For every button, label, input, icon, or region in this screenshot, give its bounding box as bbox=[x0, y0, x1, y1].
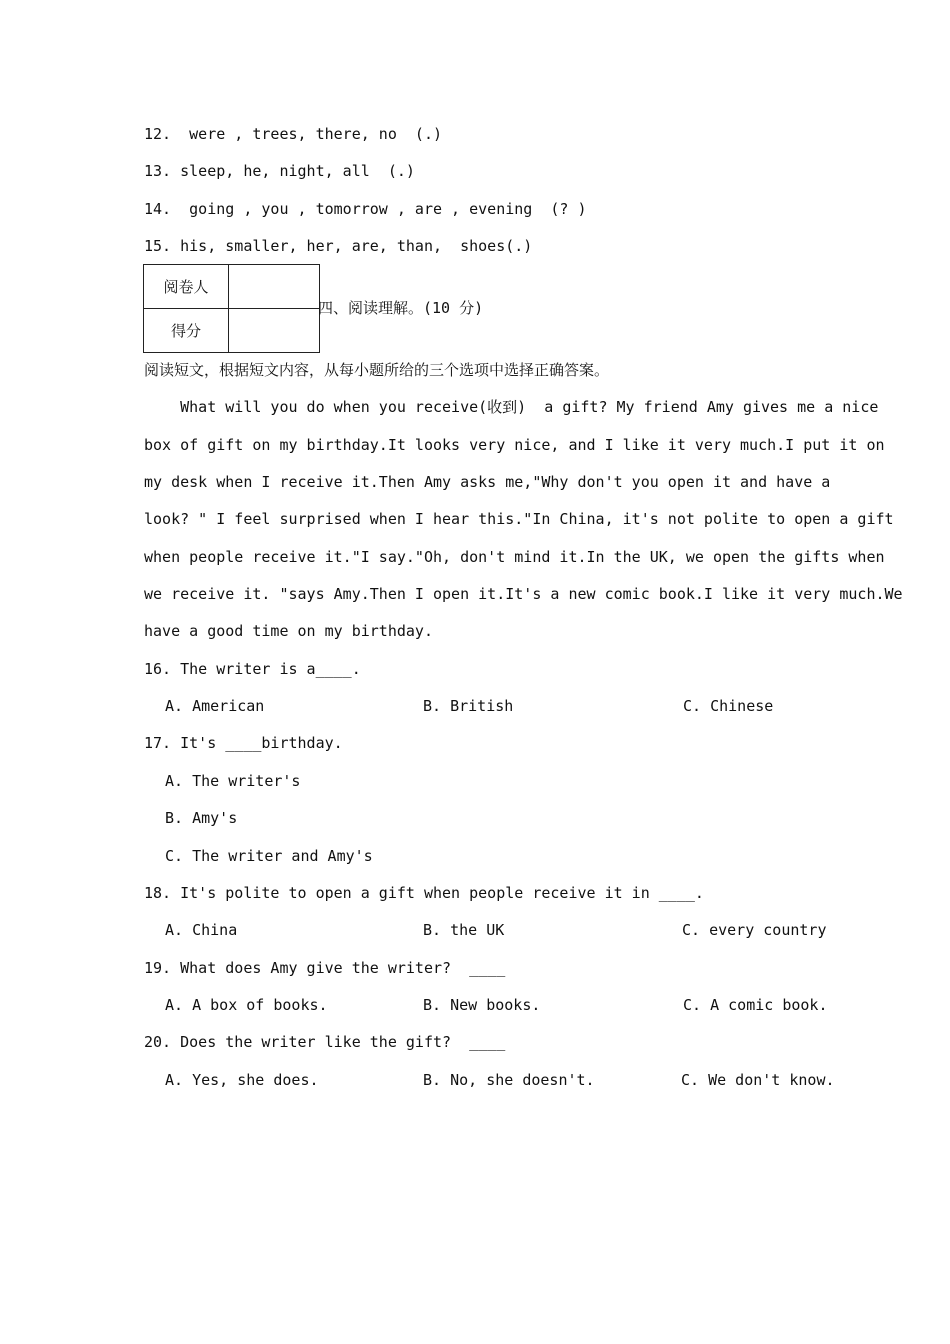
reviewer-label: 阅卷人 bbox=[144, 265, 229, 309]
question-17-option-c: C. The writer and Amy's bbox=[165, 847, 373, 865]
question-20-option-c: C. We don't know. bbox=[681, 1071, 835, 1089]
question-17-stem: 17. It's ____birthday. bbox=[144, 734, 343, 752]
question-19-option-b: B. New books. bbox=[423, 996, 541, 1014]
question-number: 15. bbox=[144, 237, 172, 255]
question-20-option-b: B. No, she doesn't. bbox=[423, 1071, 595, 1089]
question-number: 13. bbox=[144, 162, 172, 180]
question-words: sleep, he, night, all (.) bbox=[180, 162, 415, 180]
question-20-stem: 20. Does the writer like the gift? ____ bbox=[144, 1033, 506, 1051]
question-16-option-c: C. Chinese bbox=[683, 697, 774, 715]
question-19-option-a: A. A box of books. bbox=[165, 996, 328, 1014]
question-20-option-a: A. Yes, she does. bbox=[165, 1071, 319, 1089]
question-18-option-c: C. every country bbox=[682, 921, 827, 939]
question-18-option-b: B. the UK bbox=[423, 921, 505, 939]
question-18-option-a: A. China bbox=[165, 921, 238, 939]
question-words: his, smaller, her, are, than, shoes(.) bbox=[180, 237, 533, 255]
question-19-option-c: C. A comic book. bbox=[683, 996, 828, 1014]
passage-line: when people receive it."I say."Oh, don't mind it.In the UK, we open the gifts when bbox=[144, 548, 885, 566]
question-16-option-a: A. American bbox=[165, 697, 265, 715]
question-words: going , you , tomorrow , are , evening (? ) bbox=[180, 200, 587, 218]
question-15 bbox=[144, 236, 532, 256]
question-14 bbox=[144, 199, 587, 219]
question-12 bbox=[144, 124, 442, 144]
question-number: 12. bbox=[144, 125, 172, 143]
passage-line: we receive it. "says Amy.Then I open it.It's a new comic book.I like it very much.We bbox=[144, 585, 903, 603]
passage-line: box of gift on my birthday.It looks very nice, and I like it very much.I put it on bbox=[144, 436, 885, 454]
score-table bbox=[143, 264, 320, 353]
passage-line: have a good time on my birthday. bbox=[144, 622, 433, 640]
question-17-option-a: A. The writer's bbox=[165, 772, 301, 790]
question-number: 14. bbox=[144, 200, 172, 218]
section-title: 四、阅读理解。(10 分) bbox=[318, 299, 484, 317]
question-13 bbox=[144, 161, 415, 181]
question-18-stem: 18. It's polite to open a gift when people receive it in ____. bbox=[144, 884, 704, 902]
question-17-option-b: B. Amy's bbox=[165, 809, 238, 827]
passage-line: my desk when I receive it.Then Amy asks me,"Why don't you open it and have a bbox=[144, 473, 831, 491]
question-16-stem: 16. The writer is a____. bbox=[144, 660, 361, 678]
score-cell bbox=[229, 309, 320, 353]
passage-line: look? " I feel surprised when I hear this."In China, it's not polite to open a gift bbox=[144, 510, 894, 528]
instructions: 阅读短文，根据短文内容，从每小题所给的三个选项中选择正确答案。 bbox=[144, 361, 610, 379]
passage-line: What will you do when you receive(收到) a gift? My friend Amy gives me a nice bbox=[144, 398, 879, 416]
question-words: were , trees, there, no (.) bbox=[180, 125, 443, 143]
score-label: 得分 bbox=[144, 309, 229, 353]
reviewer-cell bbox=[229, 265, 320, 309]
question-19-stem: 19. What does Amy give the writer? ____ bbox=[144, 959, 506, 977]
question-16-option-b: B. British bbox=[423, 697, 514, 715]
